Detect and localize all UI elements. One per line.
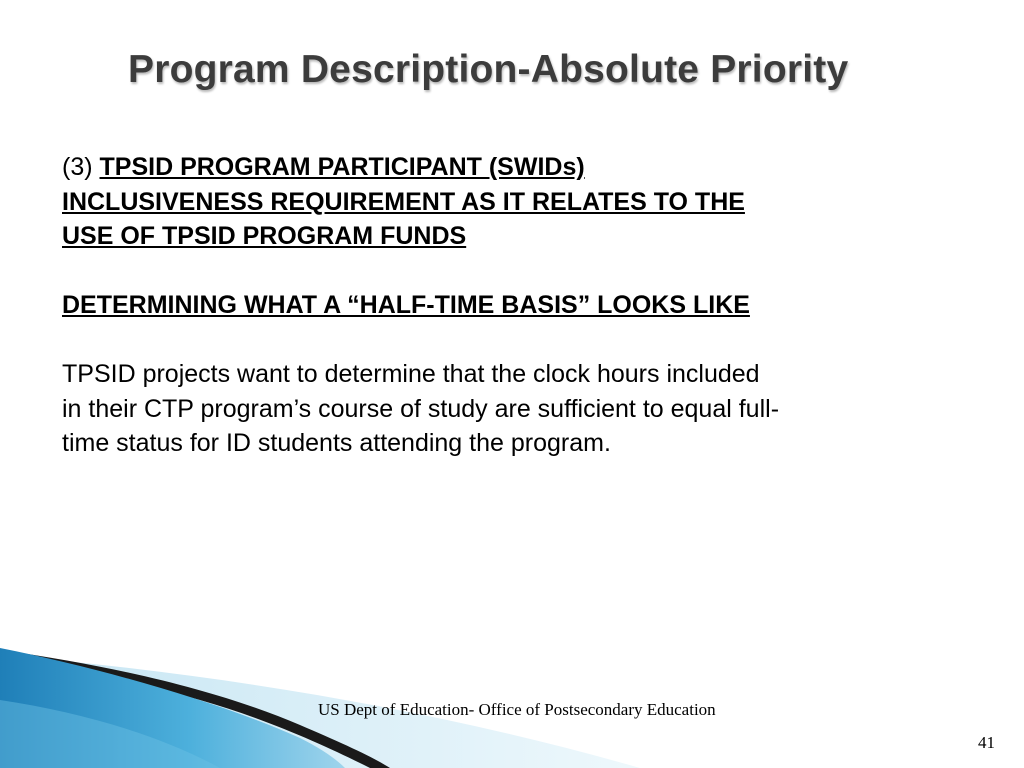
- heading-line-1: [62, 150, 892, 185]
- body-line-3: time status for ID students attending the program.: [62, 429, 611, 457]
- heading-line-3: [62, 219, 892, 254]
- page-number: 41: [978, 733, 995, 752]
- body-line-2: in their CTP program’s course of study are sufficient to equal full-: [62, 394, 780, 423]
- heading-text-2: INCLUSIVENESS REQUIREMENT AS IT RELATES TO THE: [62, 187, 745, 216]
- heading-line-2: [62, 185, 892, 220]
- slide-title: Program Description-Absolute Priority: [128, 48, 849, 91]
- heading-text-1: TPSID PROGRAM PARTICIPANT (SWIDs): [99, 153, 585, 181]
- footer-text: US Dept of Education- Office of Postsecondary Education: [318, 700, 716, 719]
- section-number: (3): [62, 153, 100, 181]
- body-line-1: TPSID projects want to determine that the clock hours included: [62, 360, 760, 388]
- subheading-text: DETERMINING WHAT A “HALF-TIME BASIS” LOOKS LIKE: [62, 291, 750, 319]
- slide-body: [62, 150, 892, 461]
- heading-text-3: USE OF TPSID PROGRAM FUNDS: [62, 222, 467, 250]
- subheading: [62, 288, 892, 323]
